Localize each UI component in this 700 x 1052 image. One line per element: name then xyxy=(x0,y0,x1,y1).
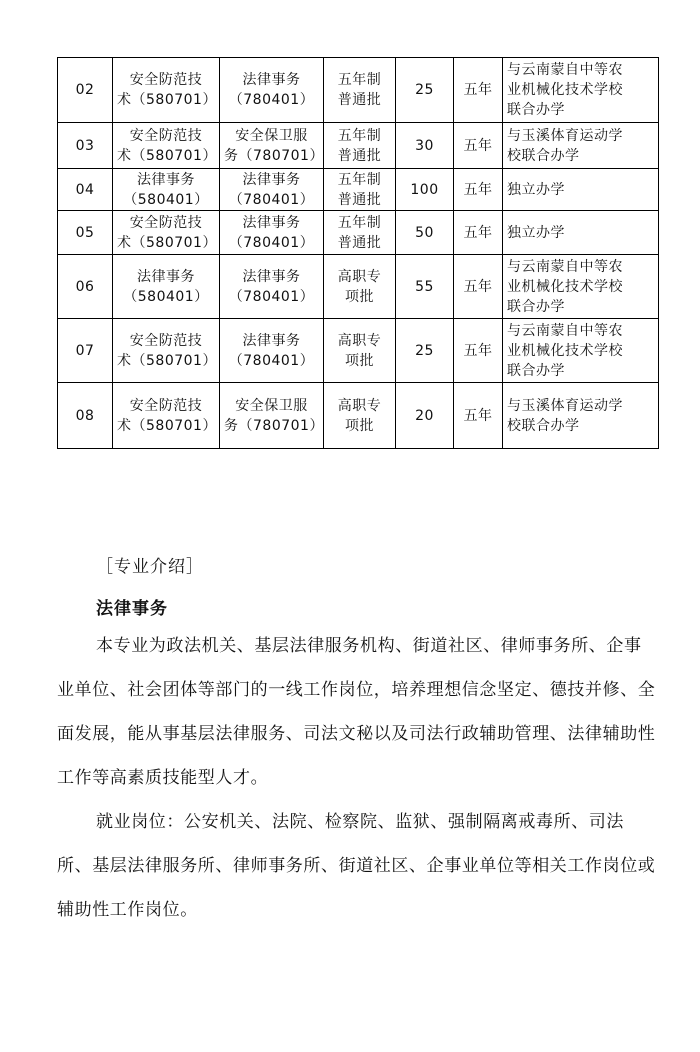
cell-batch-line: 普通批 xyxy=(337,92,382,108)
cell-continuation-major-line: （780401） xyxy=(228,234,315,251)
table-row xyxy=(58,58,659,123)
cell-school-mode-line: 与玉溪体育运动学 xyxy=(507,397,623,414)
cell-continuation-major xyxy=(220,211,324,255)
cell-major-line: 安全防范技 xyxy=(129,332,203,349)
cell-number: 04 xyxy=(58,169,113,211)
cell-duration: 五年 xyxy=(454,255,503,319)
cell-school-mode-line: 联合办学 xyxy=(507,362,565,379)
cell-number: 02 xyxy=(58,58,113,123)
cell-batch-line: 普通批 xyxy=(337,147,382,164)
cell-batch-line: 高职专 xyxy=(337,332,382,349)
cell-continuation-major-line: 务（780701） xyxy=(224,417,324,434)
major-description: 本专业为政法机关、基层法律服务机构、街道社区、律师事务所、企事业单位、社会团体等部门的一线工作岗位，培养理想信念坚定、德技并修、全面发展，能从事基层法律服务、司法文秘以及司法行政辅助管理、法律辅助性工作等高素质技能型人才。 xyxy=(57,636,656,788)
cell-batch-line: 五年制 xyxy=(337,127,382,144)
cell-batch xyxy=(324,383,396,449)
cell-plan-count: 25 xyxy=(396,58,454,123)
cell-plan-count: 25 xyxy=(396,319,454,383)
cell-major-line: 术（580701） xyxy=(117,417,217,434)
cell-batch-line: 高职专 xyxy=(337,268,382,285)
cell-school-mode xyxy=(503,319,659,383)
cell-school-mode-line: 校联合办学 xyxy=(507,417,580,434)
cell-duration: 五年 xyxy=(454,169,503,211)
cell-school-mode xyxy=(503,123,659,169)
enrollment-table xyxy=(57,57,659,449)
table-row xyxy=(58,211,659,255)
cell-continuation-major-line: （780401） xyxy=(228,92,315,108)
cell-batch-line: 项批 xyxy=(345,417,374,434)
cell-school-mode-line: 业机械化技术学校 xyxy=(507,342,623,359)
cell-school-mode xyxy=(503,383,659,449)
cell-continuation-major-line: 安全保卫服 xyxy=(235,397,308,414)
cell-continuation-major xyxy=(220,383,324,449)
cell-major xyxy=(113,319,220,383)
employment-positions: 就业岗位：公安机关、法院、检察院、监狱、强制隔离戒毒所、司法所、基层法律服务所、律师事务所、街道社区、企事业单位等相关工作岗位或辅助性工作岗位。 xyxy=(57,812,656,920)
cell-number: 08 xyxy=(58,383,113,449)
cell-batch xyxy=(324,211,396,255)
cell-duration: 五年 xyxy=(454,319,503,383)
cell-major-line: 安全防范技 xyxy=(129,72,203,88)
cell-continuation-major xyxy=(220,169,324,211)
cell-batch xyxy=(324,169,396,211)
table-row xyxy=(58,319,659,383)
cell-batch xyxy=(324,255,396,319)
cell-continuation-major-line: （780401） xyxy=(228,352,315,369)
cell-major xyxy=(113,169,220,211)
cell-batch-line: 普通批 xyxy=(337,234,382,251)
cell-batch-line: 五年制 xyxy=(337,72,382,88)
cell-school-mode-line: 与云南蒙自中等农 xyxy=(507,62,623,78)
cell-continuation-major xyxy=(220,58,324,123)
cell-major-line: 术（580701） xyxy=(117,352,217,369)
cell-number: 03 xyxy=(58,123,113,169)
cell-major xyxy=(113,58,220,123)
cell-continuation-major-line: 法律事务 xyxy=(242,214,301,231)
cell-major-line: 安全防范技 xyxy=(129,127,203,144)
cell-batch-line: 项批 xyxy=(345,352,374,369)
cell-major xyxy=(113,123,220,169)
cell-major xyxy=(113,211,220,255)
cell-major-line: 安全防范技 xyxy=(129,397,203,414)
table-row xyxy=(58,383,659,449)
cell-continuation-major-line: 法律事务 xyxy=(242,332,301,349)
cell-major-line: （580401） xyxy=(123,191,209,208)
cell-batch xyxy=(324,123,396,169)
cell-school-mode-line: 业机械化技术学校 xyxy=(507,278,623,295)
cell-continuation-major xyxy=(220,319,324,383)
cell-continuation-major-line: 法律事务 xyxy=(242,171,301,188)
cell-batch-line: 五年制 xyxy=(337,171,382,188)
cell-major xyxy=(113,255,220,319)
cell-school-mode xyxy=(503,255,659,319)
cell-school-mode-line: 联合办学 xyxy=(507,102,565,118)
cell-continuation-major xyxy=(220,255,324,319)
cell-continuation-major-line: （780401） xyxy=(228,288,315,305)
cell-major-line: 术（580701） xyxy=(117,234,217,251)
cell-continuation-major xyxy=(220,123,324,169)
cell-continuation-major-line: 安全保卫服 xyxy=(235,127,308,144)
major-title: 法律事务 xyxy=(96,599,168,619)
cell-batch-line: 高职专 xyxy=(337,397,382,414)
cell-school-mode-line: 独立办学 xyxy=(507,224,565,241)
cell-number: 07 xyxy=(58,319,113,383)
cell-school-mode-line: 联合办学 xyxy=(507,298,565,315)
cell-major xyxy=(113,383,220,449)
cell-batch xyxy=(324,319,396,383)
cell-major-line: 术（580701） xyxy=(117,147,217,164)
cell-number: 06 xyxy=(58,255,113,319)
table-row xyxy=(58,123,659,169)
cell-batch-line: 项批 xyxy=(345,288,374,305)
cell-major-line: 术（580701） xyxy=(117,92,217,108)
cell-school-mode xyxy=(503,169,659,211)
cell-plan-count: 50 xyxy=(396,211,454,255)
enrollment-table-body xyxy=(58,58,659,449)
table-row xyxy=(58,169,659,211)
cell-batch-line: 五年制 xyxy=(337,214,382,231)
cell-batch xyxy=(324,58,396,123)
cell-continuation-major-line: （780401） xyxy=(228,191,315,208)
cell-duration: 五年 xyxy=(454,58,503,123)
cell-school-mode xyxy=(503,58,659,123)
cell-batch-line: 普通批 xyxy=(337,191,382,208)
cell-duration: 五年 xyxy=(454,211,503,255)
cell-duration: 五年 xyxy=(454,123,503,169)
cell-plan-count: 30 xyxy=(396,123,454,169)
table-row xyxy=(58,255,659,319)
cell-major-line: 安全防范技 xyxy=(129,214,203,231)
cell-school-mode-line: 独立办学 xyxy=(507,181,565,198)
cell-plan-count: 100 xyxy=(396,169,454,211)
cell-school-mode xyxy=(503,211,659,255)
cell-continuation-major-line: 法律事务 xyxy=(242,268,301,285)
cell-school-mode-line: 与云南蒙自中等农 xyxy=(507,258,623,275)
cell-major-line: 法律事务 xyxy=(137,268,195,285)
cell-number: 05 xyxy=(58,211,113,255)
section-heading: ［专业介绍］ xyxy=(96,557,204,577)
cell-school-mode-line: 校联合办学 xyxy=(507,147,580,164)
cell-plan-count: 20 xyxy=(396,383,454,449)
cell-plan-count: 55 xyxy=(396,255,454,319)
cell-school-mode-line: 与云南蒙自中等农 xyxy=(507,322,623,339)
cell-major-line: 法律事务 xyxy=(137,171,195,188)
cell-school-mode-line: 与玉溪体育运动学 xyxy=(507,127,623,144)
cell-duration: 五年 xyxy=(454,383,503,449)
cell-continuation-major-line: 务（780701） xyxy=(224,147,324,164)
cell-major-line: （580401） xyxy=(123,288,209,305)
cell-school-mode-line: 业机械化技术学校 xyxy=(507,82,623,98)
cell-continuation-major-line: 法律事务 xyxy=(242,72,301,88)
